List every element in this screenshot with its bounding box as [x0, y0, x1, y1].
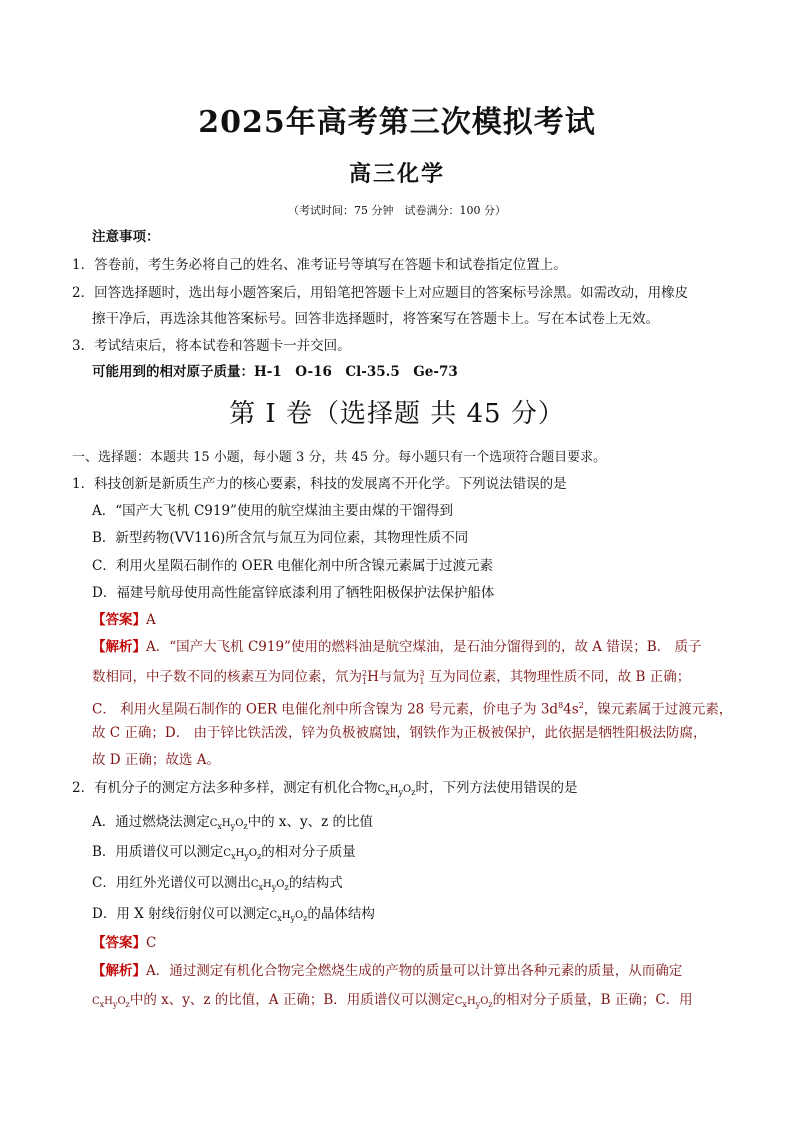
answer-label: 【答案】 — [92, 612, 146, 628]
option-text: 的结构式 — [288, 875, 343, 891]
chemical-formula: $C_xH_yO_z$ — [269, 910, 308, 923]
q1-analysis-line-3 — [92, 696, 732, 720]
chemical-formula: $C_xH_yO_z$ — [209, 818, 248, 831]
stem-text: 2．有机分子的测定方法多种多样，测定有机化合物 — [72, 780, 378, 796]
chemical-formula: $C_xH_yO_z$ — [250, 879, 289, 892]
answer-value: C — [146, 935, 157, 951]
q2-option-a — [92, 812, 373, 837]
q2-option-c — [92, 873, 343, 898]
option-text: D．用 X 射线衍射仪可以测定 — [92, 906, 270, 922]
q2-answer — [92, 933, 156, 953]
option-text: A．通过燃烧法测定 — [92, 814, 210, 830]
notice-item-number: 1． — [72, 257, 95, 273]
analysis-label: 【解析】 — [92, 963, 146, 979]
q1-option-b: B．新型药物(VV116)所含氘与氚互为同位素，其物理性质不同 — [92, 530, 469, 546]
exam-subtitle: 高三化学 — [348, 161, 445, 187]
notice-item-number: 2． — [72, 285, 95, 301]
superscript: 8 — [558, 701, 564, 710]
analysis-text: 数相同，中子数不同的核素互为同位素，氘为 — [92, 669, 362, 685]
q1-option-c: C．利用火星陨石制作的 OER 电催化剂中所含镍元素属于过渡元素 — [92, 558, 493, 574]
q1-analysis-line-2 — [92, 667, 690, 687]
q1-stem: 1．科技创新是新质生产力的核心要素，科技的发展离不开化学。下列说法错误的是 — [72, 476, 567, 492]
analysis-text: ，镍元素属于过渡元素， — [583, 701, 733, 718]
q1-option-d: D．福建号航母使用高性能富锌底漆利用了牺牲阳极保护法保护船体 — [92, 585, 495, 601]
section-instruction: 一、选择题：本题共 15 小题，每小题 3 分，共 45 分。每小题只有一个选项符合题目要求。 — [72, 450, 607, 465]
notice-item-text: 回答选择题时，选出每小题答案后，用铅笔把答题卡上对应题目的答案标号涂黑。如需改动，用橡皮 — [94, 285, 689, 301]
analysis-label: 【解析】 — [92, 639, 146, 655]
notice-item-text: 考试结束后，将本试卷和答题卡一并交回。 — [94, 338, 351, 354]
mass-number: 3 — [419, 668, 425, 678]
q1-analysis-line-1 — [92, 637, 701, 657]
chemical-formula: $C_xH_yO_z$ — [454, 996, 493, 1009]
q2-stem — [72, 778, 577, 803]
q1-analysis-line-5: 故 D 正确；故选 A。 — [92, 752, 220, 768]
option-text: 的相对分子质量 — [261, 844, 356, 860]
notice-item-2 — [72, 283, 688, 303]
analysis-text: 互为同位素，其物理性质不同，故 B 正确； — [424, 669, 691, 685]
option-text: C．用红外光谱仪可以测出 — [92, 875, 251, 891]
analysis-text: 中的 x、y、z 的比值，A 正确；B．用质谱仪可以测定 — [129, 992, 455, 1008]
stem-text: 时，下列方法使用错误的是 — [415, 780, 578, 796]
q1-answer — [92, 610, 156, 630]
analysis-text: 的相对分子质量，B 正确；C．用 — [492, 992, 693, 1008]
chemical-formula: $C_xH_yO_z$ — [377, 784, 416, 797]
section-title: 第 I 卷（选择题 共 45 分） — [229, 399, 565, 429]
analysis-text: A．通过测定有机化合物完全燃烧生成的产物的质量可以计算出各种元素的质量，从而确定 — [146, 963, 683, 979]
exam-info: （考试时间：75 分钟 试卷满分：100 分） — [288, 204, 506, 217]
analysis-text: C． 利用火星陨石制作的 OER 电催化剂中所含镍为 28 号元素，价电子为 3d — [92, 701, 559, 718]
q1-option-a: A．“国产大飞机 C919”使用的航空煤油主要由煤的干馏得到 — [92, 503, 453, 519]
q2-analysis-line-2 — [92, 990, 693, 1015]
q2-option-b — [92, 842, 356, 867]
option-text: 中的 x、y、z 的比值 — [247, 814, 374, 830]
analysis-text: A．“国产大飞机 C919”使用的燃料油是航空煤油，是石油分馏得到的，故 A 错误；B． 质子 — [146, 639, 702, 655]
notice-item-number: 3． — [72, 338, 95, 354]
notice-item-1 — [72, 255, 567, 275]
notice-item-text: 答卷前，考生务必将自己的姓名、准考证号等填写在答题卡和试卷指定位置上。 — [94, 257, 567, 273]
q2-analysis-line-1 — [92, 961, 682, 981]
analysis-text: 与氚为 — [378, 669, 420, 685]
option-text: 的晶体结构 — [307, 906, 375, 922]
notice-item-3 — [72, 336, 351, 356]
option-text: B．用质谱仪可以测定 — [92, 844, 224, 860]
atomic-mass-line: 可能用到的相对原子质量：H-1 O-16 Cl-35.5 Ge-73 — [92, 364, 458, 380]
notice-item-2-continued: 擦干净后，再选涂其他答案标号。回答非选择题时，将答案写在答题卡上。写在本试卷上无效。 — [92, 311, 659, 327]
q1-analysis-line-4: 故 C 正确；D． 由于锌比铁活泼，锌为负极被腐蚀，钢铁作为正极被保护，此依据是牺牲阳极法防腐， — [92, 725, 707, 741]
atomic-number: 1 — [362, 676, 368, 686]
answer-value: A — [146, 612, 156, 628]
q2-option-d — [92, 904, 375, 929]
analysis-text: 4s — [563, 701, 579, 718]
atomic-number: 1 — [419, 676, 425, 686]
notice-heading: 注意事项： — [92, 229, 160, 245]
mass-number: 2 — [362, 668, 368, 678]
chemical-formula: $C_xH_yO_z$ — [223, 848, 262, 861]
superscript: 2 — [578, 701, 584, 710]
chemical-formula: $C_xH_yO_z$ — [92, 996, 130, 1009]
answer-label: 【答案】 — [92, 935, 146, 951]
exam-title: 2025年高考第三次模拟考试 — [198, 105, 596, 140]
element-symbol: H — [367, 669, 379, 685]
